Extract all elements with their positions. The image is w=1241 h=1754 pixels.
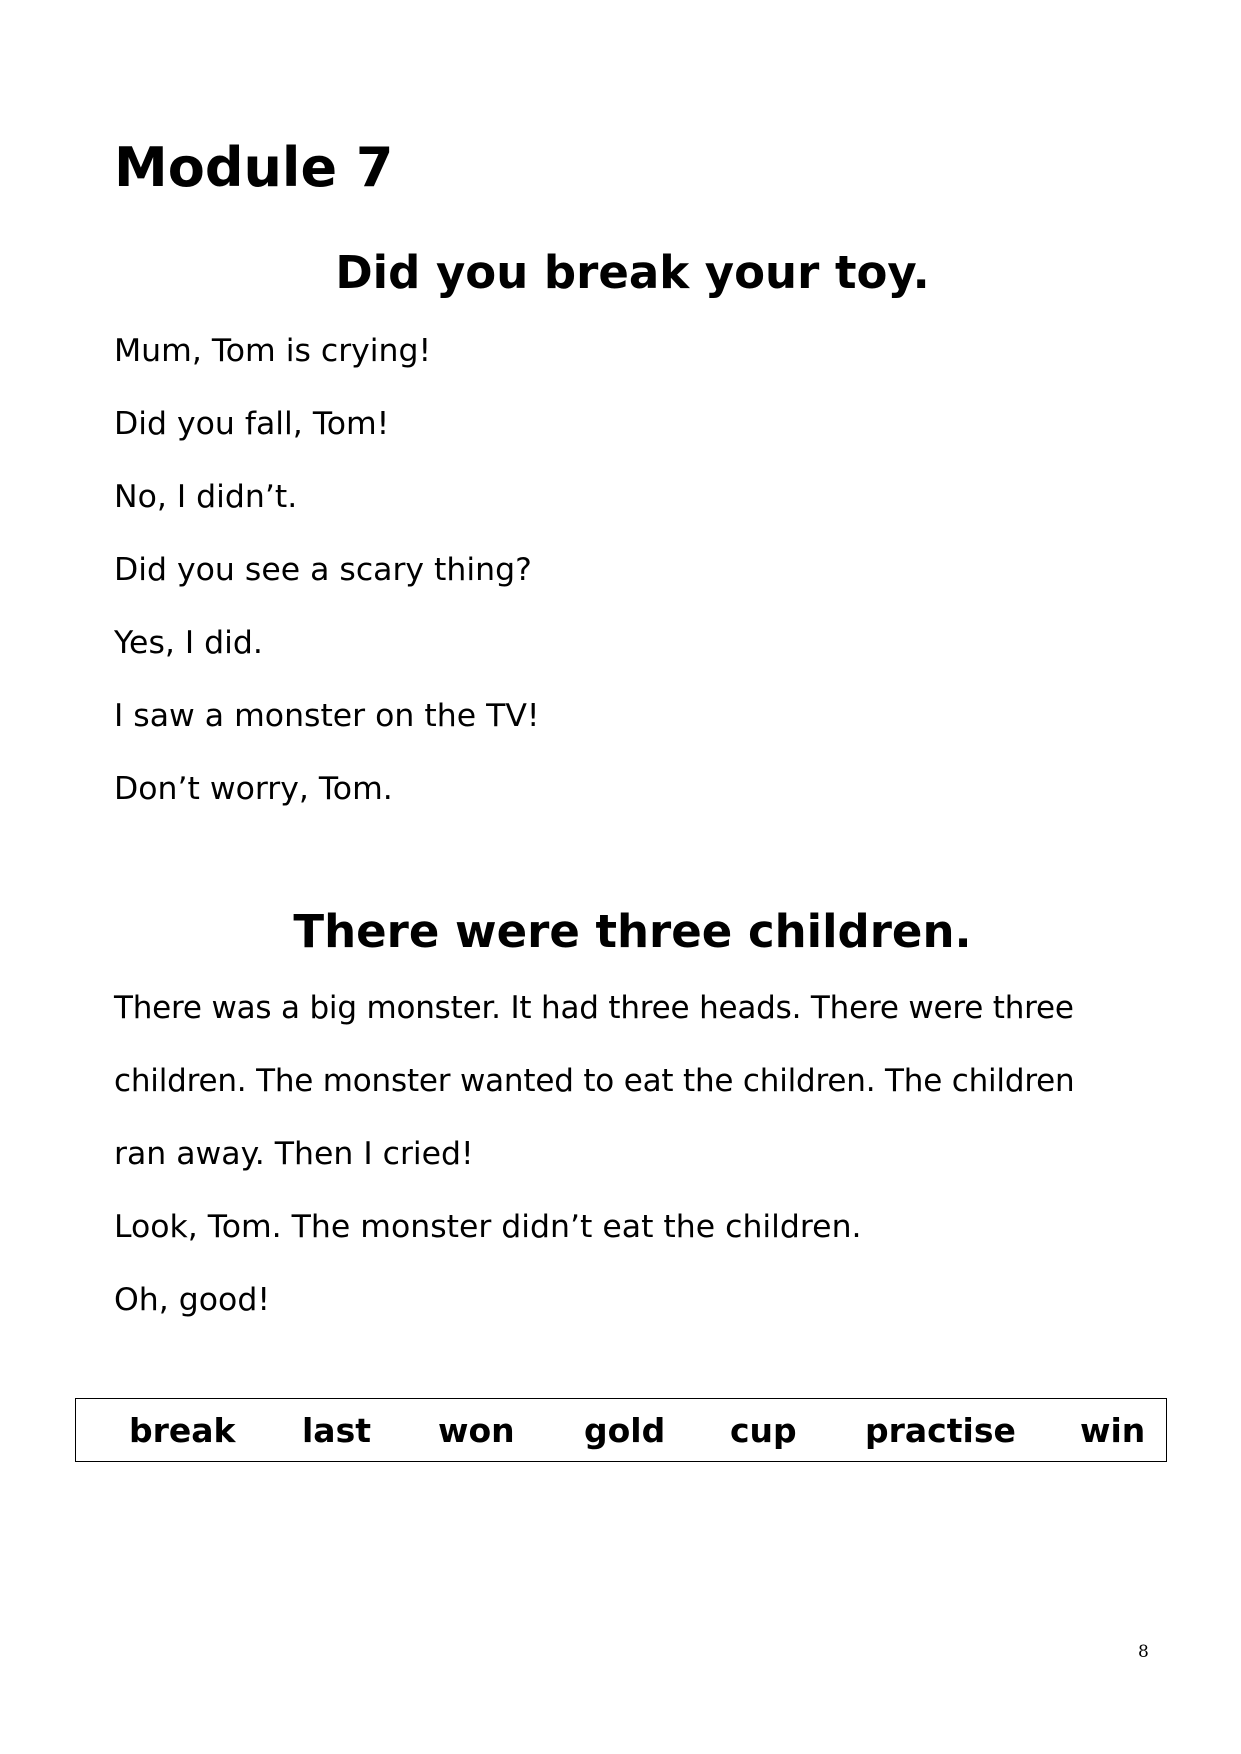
module-title: Module 7 xyxy=(114,136,394,199)
dialogue-line: Did you see a scary thing? xyxy=(114,552,532,588)
story-line: ran away. Then I cried! xyxy=(114,1136,474,1172)
word-bank-item: last xyxy=(302,1411,371,1450)
section-heading-break-toy: Did you break your toy. xyxy=(335,246,930,299)
dialogue-line: Don’t worry, Tom. xyxy=(114,771,393,807)
story-line: children. The monster wanted to eat the children. The children xyxy=(114,1063,1075,1099)
dialogue-line: Yes, I did. xyxy=(114,625,263,661)
dialogue-line: Did you fall, Tom! xyxy=(114,406,390,442)
dialogue-line: No, I didn’t. xyxy=(114,479,298,515)
word-bank-item: practise xyxy=(865,1411,1016,1450)
word-bank-item: break xyxy=(129,1411,236,1450)
word-bank-item: won xyxy=(438,1411,515,1450)
story-line: Oh, good! xyxy=(114,1282,270,1318)
section-heading-three-children: There were three children. xyxy=(293,905,972,958)
word-bank-item: win xyxy=(1080,1411,1146,1450)
story-line: Look, Tom. The monster didn’t eat the children. xyxy=(114,1209,862,1245)
story-line: There was a big monster. It had three heads. There were three xyxy=(114,990,1074,1026)
dialogue-line: Mum, Tom is crying! xyxy=(114,333,432,369)
word-bank-item: gold xyxy=(584,1411,666,1450)
page-number: 8 xyxy=(1138,1642,1149,1662)
word-bank-box xyxy=(75,1398,1167,1462)
dialogue-line: I saw a monster on the TV! xyxy=(114,698,540,734)
word-bank-item: cup xyxy=(730,1411,797,1450)
